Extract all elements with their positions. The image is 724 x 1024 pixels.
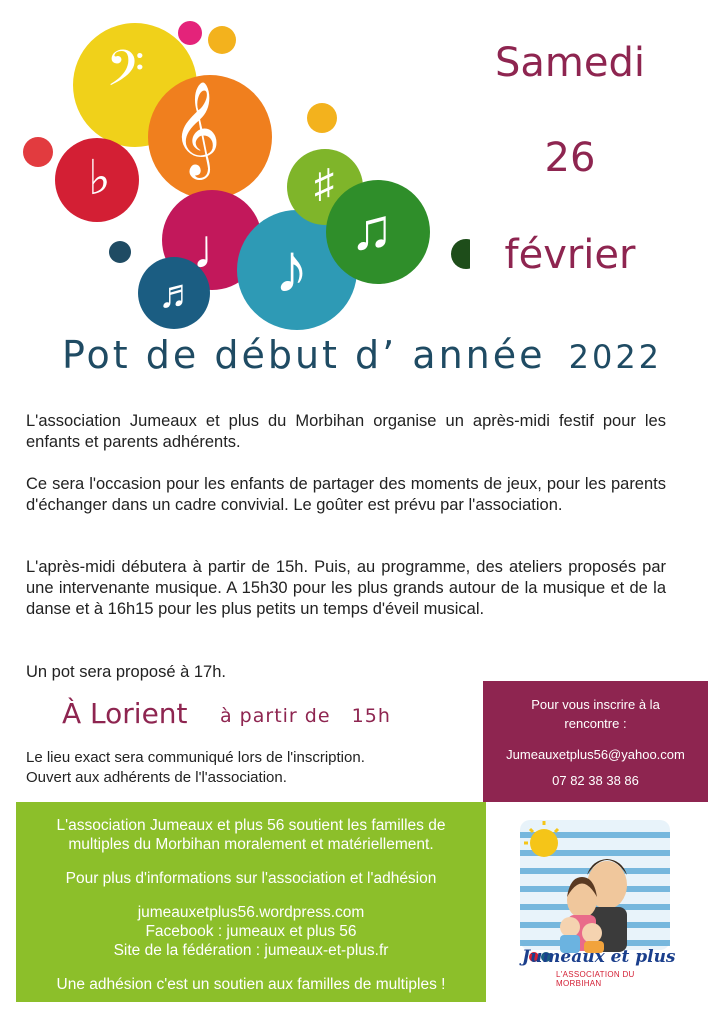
logo-subtitle: L'ASSOCIATION DU MORBIHAN	[556, 970, 635, 988]
info-line3: Pour plus d'informations sur l'association et l'adhésion	[65, 870, 437, 887]
eighth-note-icon: ♪	[274, 229, 309, 307]
info-website[interactable]: jumeauxetplus56.wordpress.com	[137, 904, 365, 921]
venue-note-line1: Le lieu exact sera communiqué lors de l'inscription.	[26, 749, 365, 766]
bass-clef-icon: 𝄢	[106, 41, 145, 108]
location-time: à partir de 15h	[220, 705, 391, 727]
beamed-notes-icon: ♫	[350, 197, 394, 262]
logo-name: Jumeaux et plus	[522, 947, 676, 967]
registration-box	[483, 681, 708, 802]
music-illustration	[0, 0, 470, 340]
date-day-number: 26	[544, 135, 596, 181]
venue-note	[26, 748, 365, 788]
association-logo	[512, 815, 677, 988]
info-facebook[interactable]: Facebook : jumeaux et plus 56	[145, 923, 357, 940]
sixteenth-note-icon: ♬	[158, 272, 198, 316]
sharp-icon: ♯	[314, 162, 334, 206]
paragraph-program: L'après-midi débutera à partir de 15h. Puis, au programme, des ateliers proposés par une intervenante musique. A 15h30 pour les plus grands autour de la musique et de la danse et à 16h15 pour les plus petits un temps d'éveil musical.	[26, 558, 666, 618]
eighth-note-icon: ♩	[192, 217, 248, 280]
info-federation[interactable]: Site de la fédération : jumeaux-et-plus.fr	[113, 942, 389, 959]
event-year: 2022	[568, 338, 663, 376]
treble-clef-icon: 𝄞	[172, 83, 221, 174]
location-city: À Lorient	[62, 697, 188, 730]
event-title	[0, 333, 724, 377]
paragraph-intro: L'association Jumeaux et plus du Morbihan organise un après-midi festif pour les enfants et parents adhérents.	[26, 412, 666, 451]
date-day-name: Samedi	[495, 40, 645, 86]
event-title-text: Pot de début d’ année	[61, 333, 546, 377]
info-line2: multiples du Morbihan moralement et matériellement.	[68, 836, 434, 853]
flat-icon: ♭	[88, 152, 111, 205]
date-month: février	[504, 232, 636, 278]
venue-note-line2: Ouvert aux adhérents de l'l'association.	[26, 769, 287, 786]
music-circles	[0, 0, 470, 340]
registration-email[interactable]: Jumeauxetplus56@yahoo.com	[506, 747, 685, 762]
info-line1: L'association Jumeaux et plus 56 soutient les familles de	[56, 817, 446, 834]
registration-line1: Pour vous inscrire à la	[531, 697, 660, 712]
registration-line2: rencontre :	[564, 716, 627, 731]
info-box	[16, 802, 486, 1002]
info-slogan: Une adhésion c'est un soutien aux familles de multiples !	[56, 976, 446, 993]
registration-phone[interactable]: 07 82 38 38 86	[552, 773, 639, 788]
paragraph-pot: Un pot sera proposé à 17h.	[26, 663, 226, 681]
paragraph-occasion: Ce sera l'occasion pour les enfants de partager des moments de jeux, pour les parents d'échanger dans un cadre convivial. Le goûter est prévu par l'association.	[26, 475, 666, 514]
